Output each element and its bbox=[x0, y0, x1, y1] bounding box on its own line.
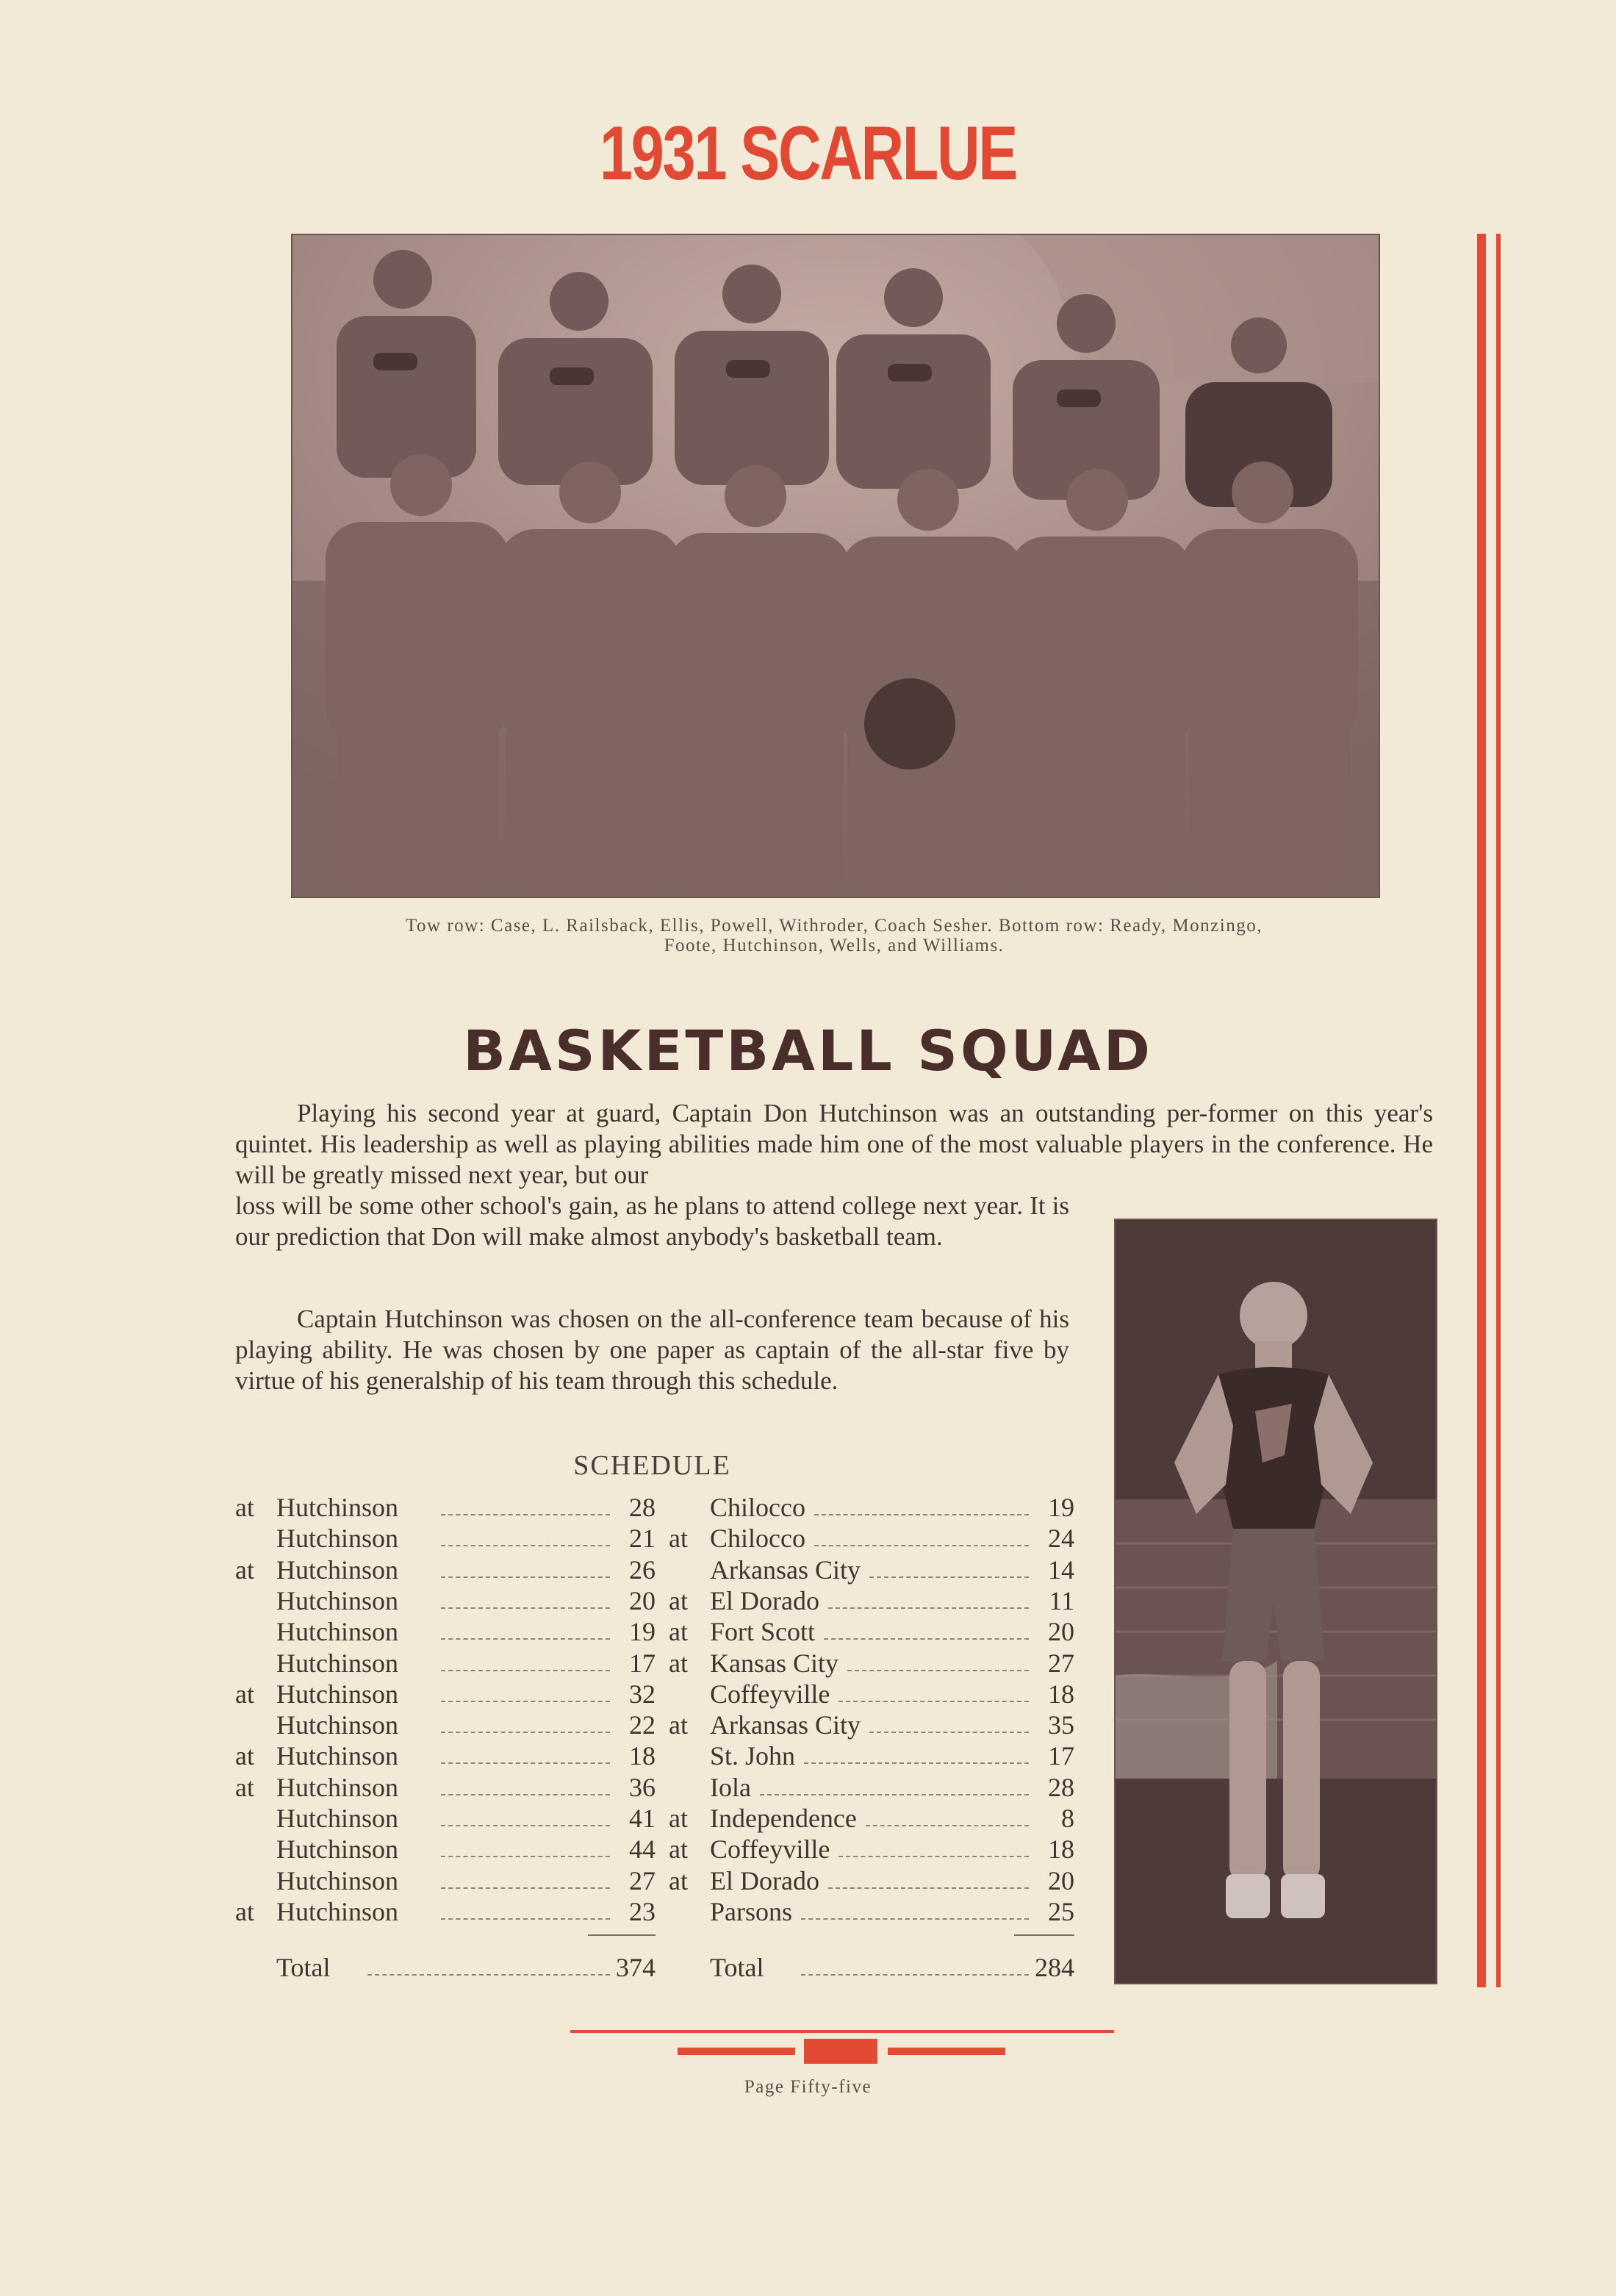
opponent-name: El Dorado bbox=[710, 1865, 819, 1895]
opponent-name: Coffeyville bbox=[710, 1679, 830, 1709]
dot-leader bbox=[441, 1794, 610, 1795]
opponent-score: 19 bbox=[1048, 1493, 1074, 1522]
dot-leader bbox=[441, 1638, 610, 1640]
team-name: Hutchinson bbox=[276, 1834, 398, 1865]
dot-leader bbox=[814, 1545, 1029, 1546]
schedule-row bbox=[0, 1865, 1080, 1896]
article-heading: BASKETBALL SQUAD bbox=[463, 1018, 1153, 1083]
schedule-row bbox=[0, 1679, 1080, 1710]
home-away-marker: at bbox=[235, 1741, 254, 1771]
opponent-away-marker: at bbox=[669, 1617, 688, 1647]
footer-ornament-center bbox=[804, 2039, 877, 2064]
dot-leader bbox=[828, 1887, 1029, 1889]
opponent-score: 20 bbox=[1048, 1865, 1074, 1895]
team-name: Hutchinson bbox=[276, 1772, 398, 1802]
opponent-away-marker: at bbox=[669, 1834, 688, 1865]
dot-leader bbox=[824, 1638, 1029, 1640]
dot-leader bbox=[801, 1918, 1029, 1920]
opponent-score: 17 bbox=[1048, 1741, 1074, 1771]
opponent-away-marker: at bbox=[669, 1865, 688, 1895]
page-number: Page Fifty-five bbox=[744, 2077, 872, 2097]
opponent-name: El Dorado bbox=[710, 1585, 819, 1615]
team-name: Hutchinson bbox=[276, 1524, 398, 1554]
dot-leader bbox=[441, 1856, 610, 1857]
team-name: Hutchinson bbox=[276, 1865, 398, 1895]
team-score: 44 bbox=[629, 1834, 656, 1865]
team-name: Hutchinson bbox=[276, 1741, 398, 1771]
dot-leader bbox=[441, 1576, 610, 1578]
captain-photo bbox=[1114, 1219, 1437, 1984]
team-score: 41 bbox=[629, 1804, 656, 1833]
team-score: 20 bbox=[629, 1585, 656, 1615]
side-rule-thick bbox=[1477, 234, 1486, 1987]
home-away-marker: at bbox=[235, 1679, 254, 1709]
opponent-name: Parsons bbox=[710, 1896, 793, 1926]
opponent-name: Coffeyville bbox=[710, 1834, 830, 1865]
schedule-row bbox=[0, 1492, 1080, 1523]
opponent-away-marker: at bbox=[669, 1648, 688, 1678]
team-photo bbox=[291, 234, 1380, 898]
opponent-name: Fort Scott bbox=[710, 1617, 816, 1647]
photo-caption bbox=[279, 916, 1389, 955]
dot-leader bbox=[441, 1762, 610, 1764]
side-rule-thin bbox=[1496, 234, 1501, 1987]
team-score: 19 bbox=[629, 1617, 656, 1647]
opponent-score: 8 bbox=[1061, 1804, 1074, 1833]
opponent-name: Kansas City bbox=[710, 1648, 838, 1678]
opponent-name: Arkansas City bbox=[710, 1710, 861, 1740]
opponent-score: 11 bbox=[1049, 1585, 1074, 1615]
opponent-score: 35 bbox=[1048, 1710, 1074, 1740]
opponent-name: Independence bbox=[710, 1804, 857, 1833]
dot-leader bbox=[814, 1514, 1029, 1515]
team-name: Hutchinson bbox=[276, 1710, 398, 1740]
team-score: 23 bbox=[629, 1896, 656, 1926]
team-score: 32 bbox=[629, 1679, 656, 1709]
opponent-name: Chilocco bbox=[710, 1524, 805, 1554]
team-name: Hutchinson bbox=[276, 1648, 398, 1678]
team-total: 374 bbox=[616, 1953, 656, 1983]
opponent-away-marker: at bbox=[669, 1585, 688, 1615]
article-paragraph-1-wide: Playing his second year at guard, Captain Don Hutchinson was an outstanding per-former on this year's quintet. His leadership as well as playing abilities made him one of the most valuable players in the conference. He will be greatly missed next year, but our bbox=[235, 1099, 1433, 1189]
schedule-row bbox=[0, 1710, 1080, 1740]
team-name: Hutchinson bbox=[276, 1804, 398, 1833]
dot-leader bbox=[441, 1670, 610, 1671]
opponent-total: 284 bbox=[1035, 1953, 1074, 1983]
opponent-score: 27 bbox=[1048, 1648, 1074, 1678]
dot-leader bbox=[441, 1732, 610, 1733]
schedule-row bbox=[0, 1803, 1080, 1834]
dot-leader bbox=[801, 1974, 1029, 1976]
dot-leader bbox=[828, 1607, 1029, 1609]
schedule-table bbox=[0, 1492, 1080, 2006]
opponent-score: 24 bbox=[1048, 1524, 1074, 1554]
team-name: Hutchinson bbox=[276, 1493, 398, 1522]
team-name: Hutchinson bbox=[276, 1679, 398, 1709]
dot-leader bbox=[760, 1794, 1029, 1795]
article-paragraph-1-narrow: loss will be some other school's gain, as he plans to attend college next year. It is our prediction that Don will make almost anybody's basketball team. bbox=[235, 1191, 1069, 1251]
footer-ornament-right bbox=[888, 2048, 1005, 2055]
dot-leader bbox=[804, 1762, 1029, 1764]
schedule-row bbox=[0, 1648, 1080, 1679]
team-score: 17 bbox=[629, 1648, 656, 1678]
opponent-away-marker: at bbox=[669, 1524, 688, 1554]
home-away-marker: at bbox=[235, 1772, 254, 1802]
opponent-name: St. John bbox=[710, 1741, 796, 1771]
dot-leader bbox=[441, 1918, 610, 1920]
schedule-row bbox=[0, 1834, 1080, 1865]
opponent-score: 25 bbox=[1048, 1896, 1074, 1926]
dot-leader bbox=[441, 1514, 610, 1515]
captain-photo-graphic bbox=[1116, 1220, 1436, 1983]
opponent-score: 20 bbox=[1048, 1617, 1074, 1647]
dot-leader bbox=[838, 1701, 1029, 1702]
schedule-total-row bbox=[0, 1952, 1080, 1983]
caption-line-1: Tow row: Case, L. Railsback, Ellis, Powell, Withroder, Coach Sesher. Bottom row: Ready, Monzingo, bbox=[406, 916, 1263, 936]
dot-leader bbox=[838, 1856, 1029, 1857]
opponent-away-marker: at bbox=[669, 1804, 688, 1833]
schedule-row bbox=[0, 1585, 1080, 1616]
opponent-score: 28 bbox=[1048, 1772, 1074, 1802]
team-score: 28 bbox=[629, 1493, 656, 1522]
dot-leader bbox=[869, 1732, 1029, 1733]
total-label: Total bbox=[276, 1953, 331, 1983]
footer-ornament-left bbox=[678, 2048, 795, 2055]
opponent-score: 18 bbox=[1048, 1679, 1074, 1709]
team-name: Hutchinson bbox=[276, 1617, 398, 1647]
schedule-row bbox=[0, 1616, 1080, 1647]
dot-leader bbox=[847, 1670, 1029, 1671]
team-score: 22 bbox=[629, 1710, 656, 1740]
home-away-marker: at bbox=[235, 1493, 254, 1522]
article-paragraph-2: Captain Hutchinson was chosen on the all-conference team because of his playing ability. He was chosen by one paper as captain of the all-star five by virtue of his generalship of his team through this schedule. bbox=[235, 1305, 1069, 1395]
opponent-away-marker: at bbox=[669, 1710, 688, 1740]
opponent-name: Chilocco bbox=[710, 1493, 805, 1522]
opponent-score: 18 bbox=[1048, 1834, 1074, 1865]
dot-leader bbox=[367, 1974, 610, 1976]
total-rule bbox=[1014, 1934, 1074, 1936]
schedule-heading: SCHEDULE bbox=[573, 1450, 731, 1481]
home-away-marker: at bbox=[235, 1896, 254, 1926]
caption-line-2: Foote, Hutchinson, Wells, and Williams. bbox=[664, 936, 1005, 955]
schedule-row bbox=[0, 1523, 1080, 1554]
total-rule bbox=[588, 1934, 656, 1936]
footer-rule bbox=[570, 2030, 1114, 2033]
team-name: Hutchinson bbox=[276, 1585, 398, 1615]
dot-leader bbox=[866, 1825, 1029, 1826]
dot-leader bbox=[441, 1607, 610, 1609]
schedule-row bbox=[0, 1896, 1080, 1927]
team-name: Hutchinson bbox=[276, 1896, 398, 1926]
opponent-total-label: Total bbox=[710, 1953, 764, 1983]
opponent-name: Arkansas City bbox=[710, 1554, 861, 1585]
team-photo-graphic bbox=[292, 235, 1379, 897]
page-title: 1931 SCARLUE bbox=[599, 111, 1017, 196]
schedule-row bbox=[0, 1740, 1080, 1771]
team-score: 18 bbox=[629, 1741, 656, 1771]
team-score: 36 bbox=[629, 1772, 656, 1802]
dot-leader bbox=[441, 1701, 610, 1702]
home-away-marker: at bbox=[235, 1554, 254, 1585]
team-score: 26 bbox=[629, 1554, 656, 1585]
dot-leader bbox=[441, 1545, 610, 1546]
schedule-row bbox=[0, 1772, 1080, 1803]
team-score: 21 bbox=[629, 1524, 656, 1554]
team-score: 27 bbox=[629, 1865, 656, 1895]
dot-leader bbox=[869, 1576, 1029, 1578]
dot-leader bbox=[441, 1887, 610, 1889]
dot-leader bbox=[441, 1825, 610, 1826]
opponent-score: 14 bbox=[1048, 1554, 1074, 1585]
team-name: Hutchinson bbox=[276, 1554, 398, 1585]
schedule-row bbox=[0, 1554, 1080, 1585]
opponent-name: Iola bbox=[710, 1772, 751, 1802]
